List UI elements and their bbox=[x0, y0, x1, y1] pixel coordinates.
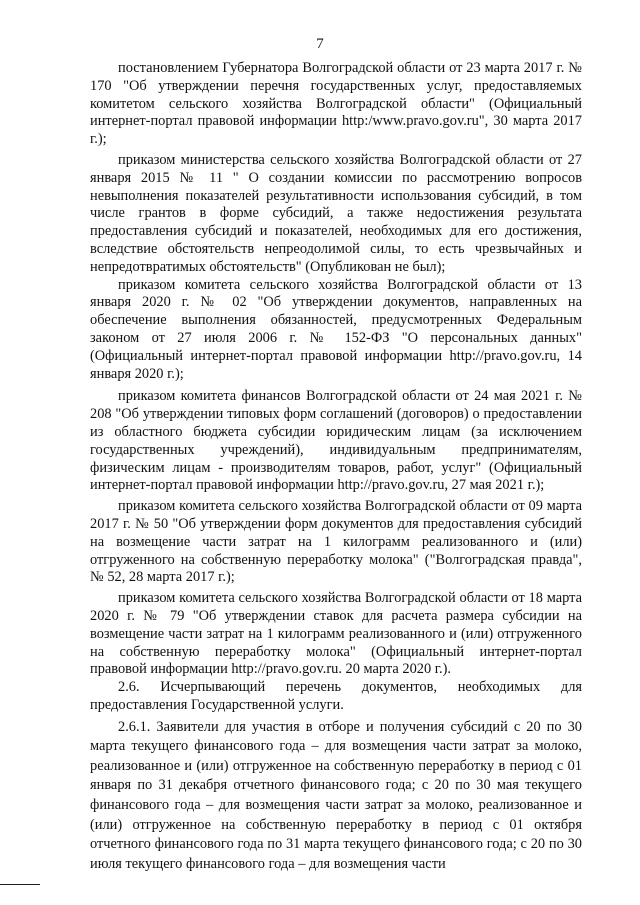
page-number: 7 bbox=[316, 36, 324, 52]
paragraph-governor-decree: постановлением Губернатора Волгоградской области от 23 марта 2017 г. № 170 "Об утверждении перечня государственных услуг, предоставляемых комитетом сельского хозяйства Волгоградской области" (Официальный интернет-портал правовой информации http:/www.pravo.gov.ru", 30 марта 2017 г.); bbox=[90, 60, 582, 148]
paragraph-committee-order-2017-50: приказом комитета сельского хозяйства Волгоградской области от 09 марта 2017 г. № 50 "Об утверждении форм документов для предоставления субсидий на возмещение части затрат на 1 килограмм реализованного и (или) отгруженного на собственную переработку молока" ("Волгоградская правда", № 52, 28 марта 2017 г.); bbox=[90, 498, 582, 586]
paragraph-committee-order-2020-79: приказом комитета сельского хозяйства Волгоградской области от 18 марта 2020 г. № 79 "Об утверждении ставок для расчета размера субсидии на возмещение части затрат на 1 килограмм реализованного и (или) отгруженного на собственную переработку молока" (Официальный интернет-портал правовой информации http://pravo.gov.ru. 20 марта 2020 г.). bbox=[90, 590, 582, 678]
paragraph-finance-committee-order-2021: приказом комитета финансов Волгоградской области от 24 мая 2021 г. № 208 "Об утверждении типовых форм соглашений (договоров) о предоставлении из областного бюджета субсидии юридическим лицам (за исключением государственных учреждений), индивидуальным предпринимателям, физическим лицам - производителям товаров, работ, услуг" (Официальный интернет-портал правовой информации http://pravo.gov.ru, 27 мая 2021 г.); bbox=[90, 388, 582, 494]
paragraph-committee-order-2020-02: приказом комитета сельского хозяйства Волгоградской области от 13 января 2020 г. № 02 "Об утверждении документов, направленных на обеспечение выполнения обязанностей, предусмотренных Федеральным законом от 27 июля 2006 г. № 152-ФЗ "О персональных данных" (Официальный интернет-портал правовой информации http://pravo.gov.ru, 14 января 2020 г.); bbox=[90, 276, 582, 382]
paragraph-section-2-6: 2.6. Исчерпывающий перечень документов, необходимых для предоставления Государственной услуги. bbox=[90, 679, 582, 713]
footer-rule bbox=[0, 884, 40, 885]
paragraph-ministry-order-2015: приказом министерства сельского хозяйства Волгоградской области от 27 января 2015 № 11 " О создании комиссии по рассмотрению вопросов невыполнения показателей результативности использования субсидий, в том числе грантов в форме субсидий, а также недостижения результата предоставления субсидий и показателей, необходимых для его достижения, вследствие обстоятельств непреодолимой силы, то есть чрезвычайных и непредотвратимых обстоятельств" (Опубликован не был); bbox=[90, 151, 582, 275]
document-body bbox=[90, 60, 582, 874]
paragraph-section-2-6-1: 2.6.1. Заявители для участия в отборе и получения субсидий с 20 по 30 марта текущего финансового года – для возмещения части затрат за молоко, реализованное и (или) отгруженное на собственную переработку в период с 01 января по 31 декабря отчетного финансового года; с 20 по 30 мая текущего финансового года – для возмещения части затрат за молоко, реализованное и (или) отгруженное на собственную переработку в период с 01 октября отчетного финансового года по 31 марта текущего финансового года; с 20 по 30 июля текущего финансового года – для возмещения части bbox=[90, 718, 582, 872]
